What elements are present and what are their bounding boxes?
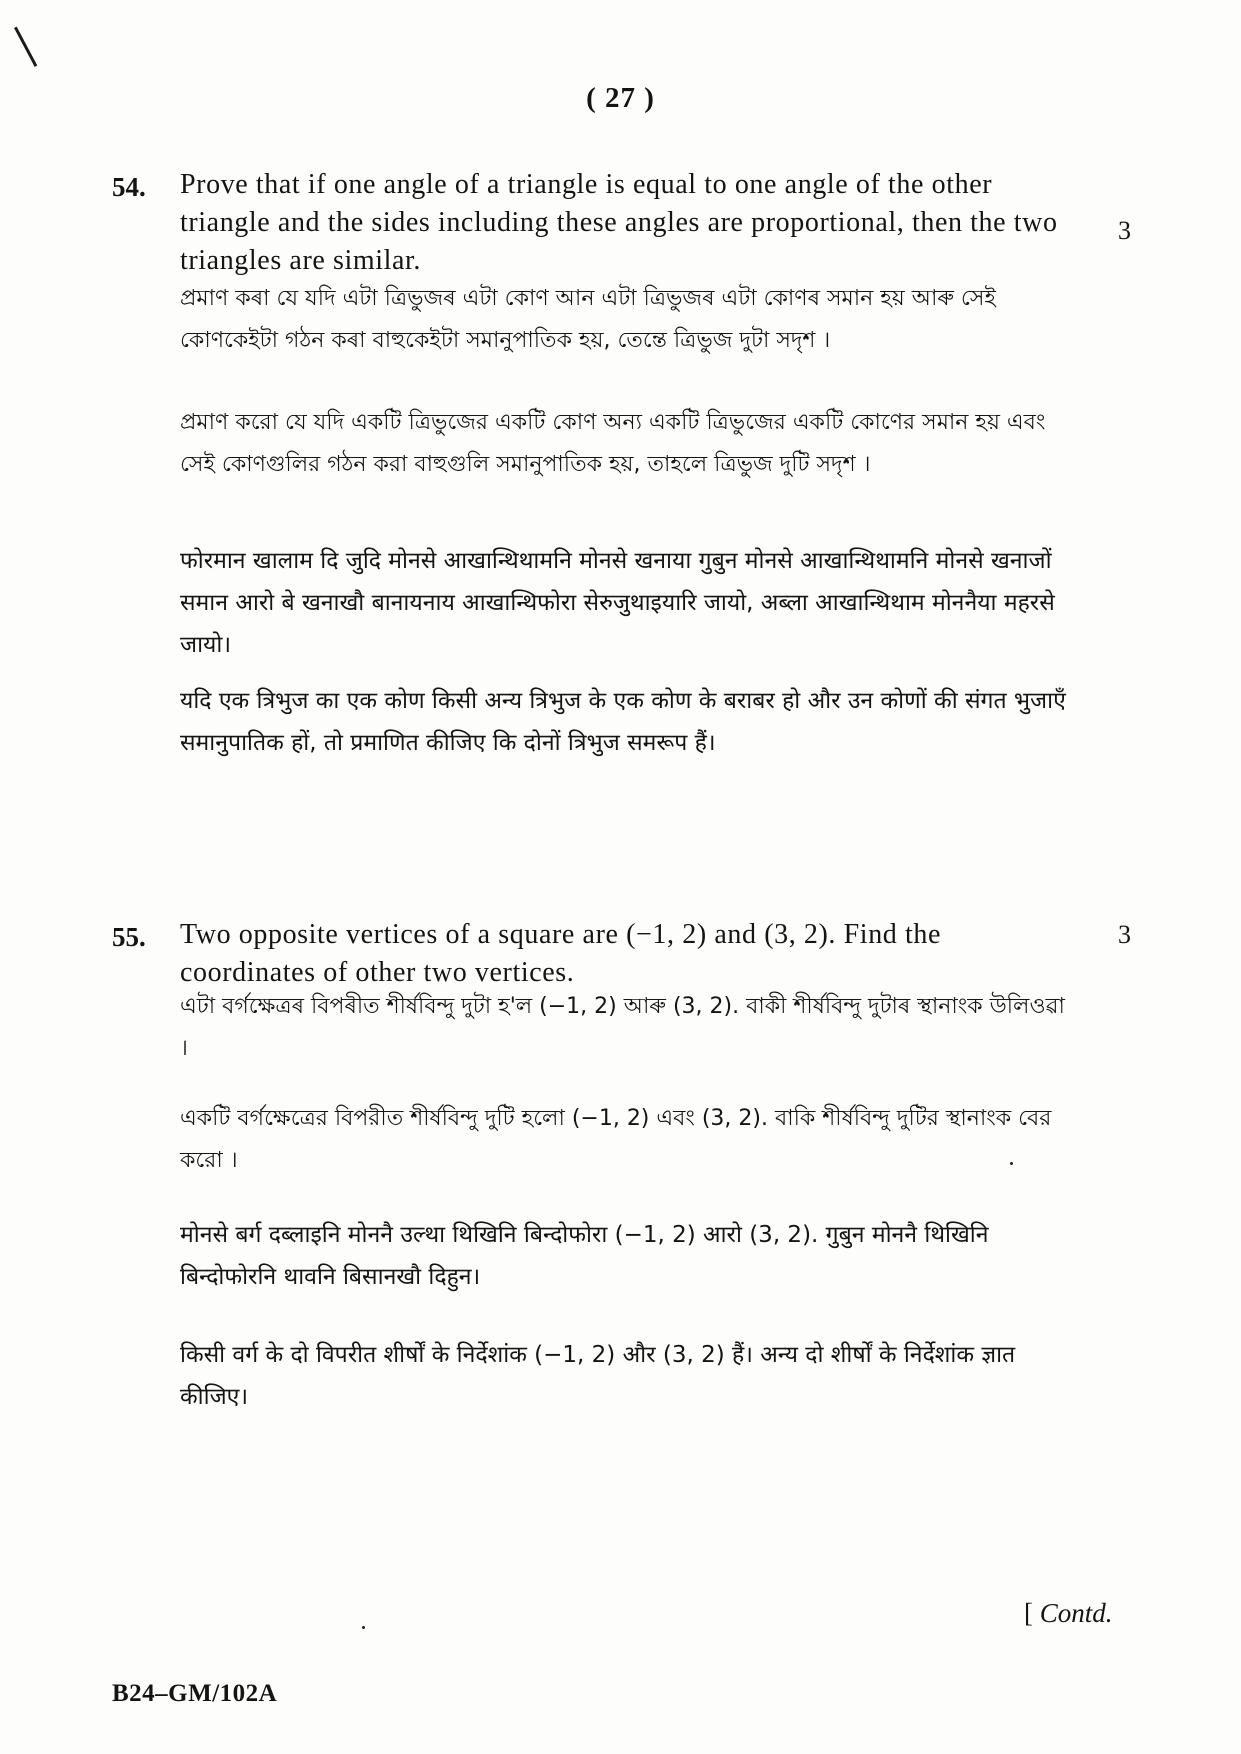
question-text-english: Prove that if one angle of a triangle is equal to one angle of the other triangle and the sides including these angles are proportional, then the two triangles are similar.: [180, 169, 1058, 276]
question-marks: 3: [1118, 920, 1131, 949]
question-text-bodo: मोनसे बर्ग दब्लाइनि मोननै उल्था थिखिनि बिन्दोफोरा (−1, 2) आरो (3, 2). गुबुन मोननै थिखिनि बिन्दोफोरनि थावनि बिसानखौ दिहुन।: [180, 1222, 989, 1290]
question-text-assamese: এটা বৰ্গক্ষেত্ৰৰ বিপৰীত শীৰ্ষবিন্দু দুটা হ'ল (−1, 2) আৰু (3, 2). বাকী শীৰ্ষবিন্দু দুটাৰ স্থানাংক উলিওৱা ।: [180, 994, 1065, 1061]
question-text-bengali: একটি বর্গক্ষেত্রের বিপরীত শীর্ষবিন্দু দুটি হলো (−1, 2) এবং (3, 2). বাকি শীর্ষবিন্দু দুটির স্থানাংক বের করো ।: [180, 1106, 1052, 1173]
continued-note: [ Contd.: [1024, 1598, 1113, 1628]
question-text-assamese: প্ৰমাণ কৰা যে যদি এটা ত্ৰিভুজৰ এটা কোণ আন এটা ত্ৰিভুজৰ এটা কোণৰ সমান হয় আৰু সেই কোণকেইটা গঠন কৰা বাহুকেইটা সমানুপাতিক হয়, তেন্তে ত্ৰিভুজ দুটা সদৃশ ।: [180, 286, 996, 353]
ink-speck: [362, 1626, 365, 1629]
page-number: ( 27 ): [586, 82, 655, 114]
paper-code: B24–GM/102A: [112, 1680, 278, 1707]
question-number: 55.: [112, 922, 146, 952]
question-text-bengali: প্রমাণ করো যে যদি একটি ত্রিভুজের একটি কোণ অন্য একটি ত্রিভুজের একটি কোণের সমান হয় এবং সেই কোণগুলির গঠন করা বাহুগুলি সমানুপাতিক হয়, তাহলে ত্রিভুজ দুটি সদৃশ ।: [180, 410, 1046, 477]
question-text-english: Two opposite vertices of a square are (−1, 2) and (3, 2). Find the coordinates of other two vertices.: [180, 919, 941, 988]
ink-speck: [1010, 1162, 1013, 1165]
question-marks: 3: [1118, 216, 1131, 245]
corner-tick-mark: [14, 27, 37, 67]
continued-label: Contd.: [1039, 1598, 1113, 1628]
question-text-hindi: यदि एक त्रिभुज का एक कोण किसी अन्य त्रिभुज के एक कोण के बराबर हो और उन कोणों की संगत भुजाएँ समानुपातिक हों, तो प्रमाणित कीजिए कि दोनों त्रिभुज समरूप हैं।: [180, 688, 1066, 756]
question-number: 54.: [112, 172, 146, 202]
question-text-bodo: फोरमान खालाम दि जुदि मोनसे आखान्थिथामनि मोनसे खनाया गुबुन मोनसे आखान्थिथामनि मोनसे खनाजों समान आरो बे खनाखौ बानायनाय आखान्थिफोरा सेरुजुथाइयारि जायो, अब्ला आखान्थिथाम मोननैया महरसे जायो।: [180, 548, 1055, 658]
question-text-hindi: किसी वर्ग के दो विपरीत शीर्षों के निर्देशांक (−1, 2) और (3, 2) हैं। अन्य दो शीर्षों के निर्देशांक ज्ञात कीजिए।: [180, 1342, 1016, 1410]
